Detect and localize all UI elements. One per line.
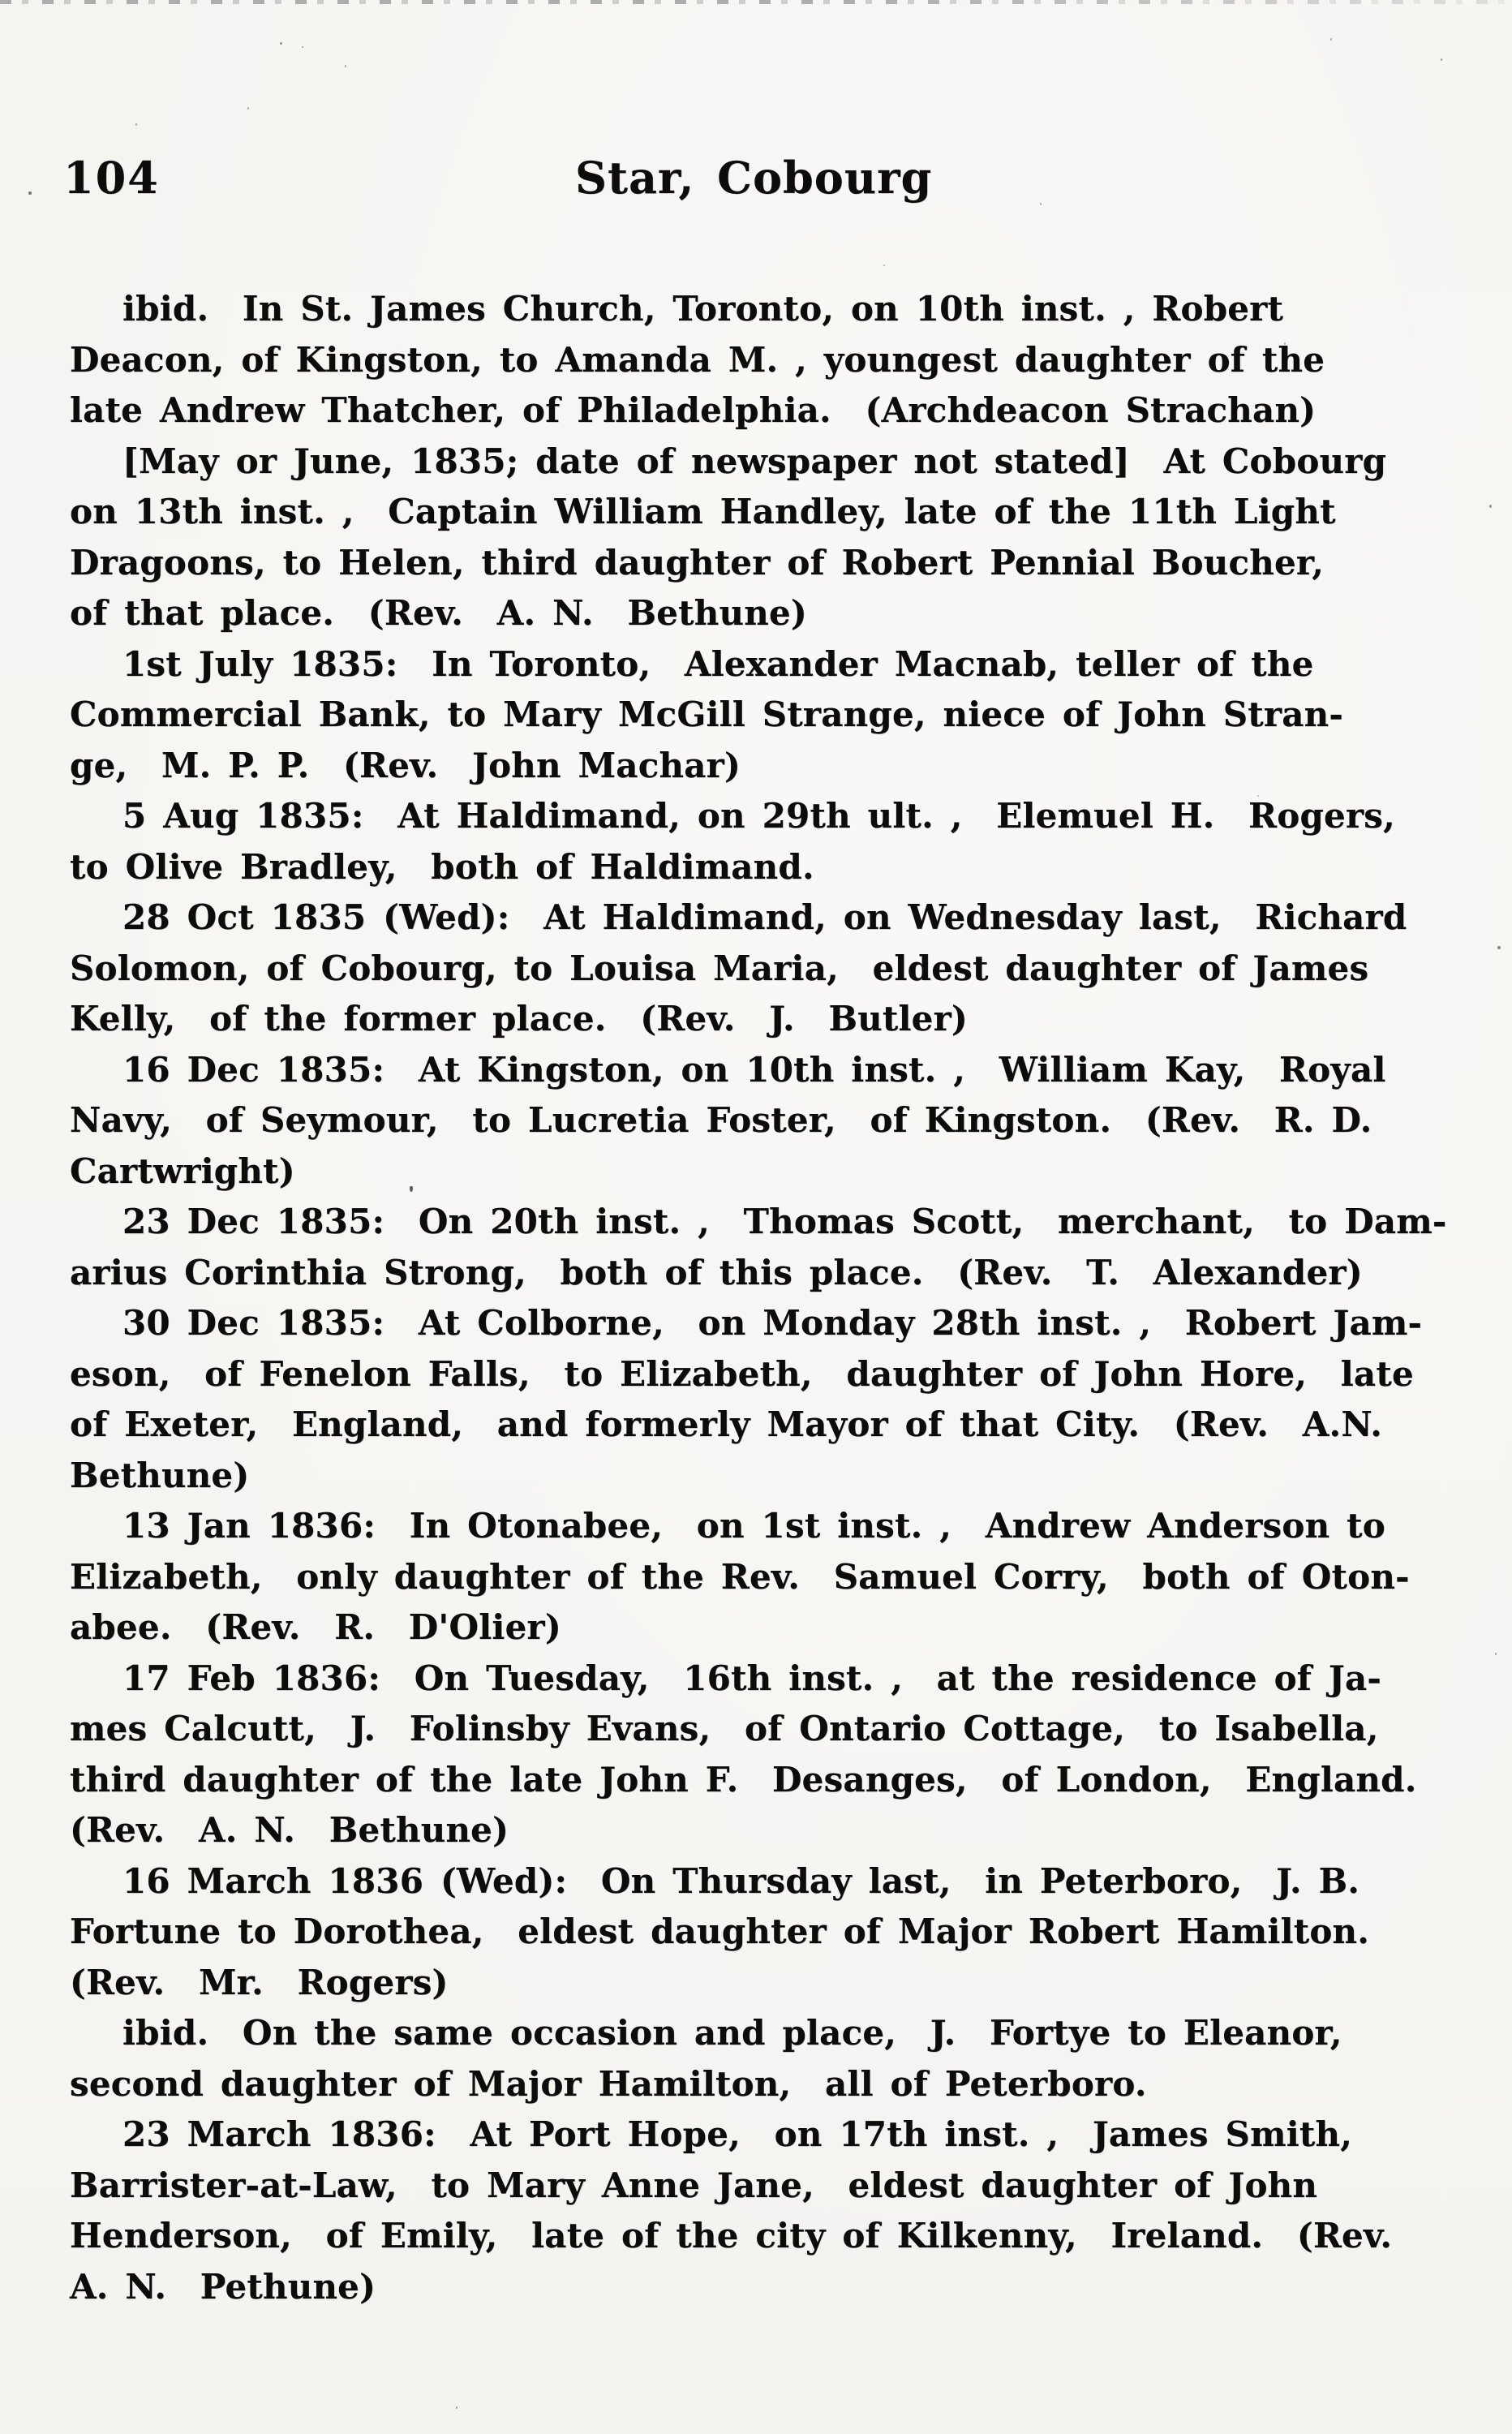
text-line: Commercial Bank, to Mary McGill Strange, niece of John Stran- [70, 695, 1343, 734]
text-line: of that place. (Rev. A. N. Bethune) [70, 593, 807, 633]
scan-speck [1497, 946, 1501, 949]
scan-speck [28, 191, 32, 195]
text-line: 13 Jan 1836: In Otonabee, on 1st inst. , Andrew Anderson to [122, 1506, 1385, 1546]
page-number: 104 [63, 152, 160, 204]
scan-speck [456, 2406, 457, 2409]
scan-artifact-fade [877, 0, 1512, 4]
text-line: 23 Dec 1835: On 20th inst. , Thomas Scott, merchant, to Dam- [122, 1202, 1447, 1241]
text-line: Cartwright) [70, 1150, 295, 1191]
text-line: of Exeter, England, and formerly Mayor of that City. (Rev. A.N. [70, 1404, 1383, 1444]
scan-speck [1284, 342, 1286, 345]
text-line: Solomon, of Cobourg, to Louisa Maria, eldest daughter of James [70, 948, 1369, 988]
text-line: to Olive Bradley, both of Haldimand. [70, 846, 814, 887]
text-line: on 13th inst. , Captain William Handley, late of the 11th Light [70, 492, 1336, 531]
text-line: arius Corinthia Strong, both of this place. (Rev. T. Alexander) [70, 1252, 1363, 1292]
text-line: Elizabeth, only daughter of the Rev. Samuel Corry, both of Oton- [70, 1556, 1410, 1597]
text-line: 16 March 1836 (Wed): On Thursday last, in Peterboro, J. B. [122, 1860, 1360, 1901]
scan-speck [345, 65, 346, 67]
running-title: Star, Cobourg [575, 152, 933, 204]
text-line: 5 Aug 1835: At Haldimand, on 29th ult. , Elemuel H. Rogers, [122, 796, 1395, 836]
text-line: (Rev. A. N. Bethune) [70, 1810, 509, 1850]
scan-speck [1495, 1653, 1497, 1655]
text-line: third daughter of the late John F. Desanges, of London, England. [70, 1759, 1417, 1800]
text-line: Deacon, of Kingston, to Amanda M. , youngest daughter of the [70, 339, 1325, 380]
text-line: (Rev. Mr. Rogers) [70, 1962, 449, 2002]
text-line: Barrister-at-Law, to Mary Anne Jane, eldest daughter of John [70, 2165, 1318, 2205]
text-line: Fortune to Dorothea, eldest daughter of Major Robert Hamilton. [70, 1912, 1370, 1951]
scan-speck [1489, 505, 1492, 508]
scan-speck [247, 107, 249, 110]
text-line: 30 Dec 1835: At Colborne, on Monday 28th inst. , Robert Jam- [122, 1303, 1423, 1343]
scan-speck [280, 42, 282, 45]
text-line: eson, of Fenelon Falls, to Elizabeth, daughter of John Hore, late [70, 1353, 1414, 1394]
text-line: abee. (Rev. R. D'Olier) [70, 1607, 561, 1647]
scan-speck [302, 46, 303, 48]
text-line: Bethune) [70, 1455, 250, 1495]
text-line: 23 March 1836: At Port Hope, on 17th inst. , James Smith, [122, 2114, 1353, 2154]
text-line: Navy, of Seymour, to Lucretia Foster, of Kingston. (Rev. R. D. [70, 1100, 1372, 1140]
text-line: ibid. On the same occasion and place, J. Fortye to Eleanor, [122, 2013, 1342, 2053]
text-line: 1st July 1835: In Toronto, Alexander Macnab, teller of the [122, 643, 1314, 684]
text-line: Kelly, of the former place. (Rev. J. Butler) [70, 999, 968, 1039]
scan-speck [1330, 38, 1332, 41]
scan-speck [1257, 795, 1259, 797]
text-line: ibid. In St. James Church, Toronto, on 10th inst. , Robert [122, 289, 1284, 329]
text-line: Dragoons, to Helen, third daughter of Robert Pennial Boucher, [70, 542, 1325, 583]
text-line: 28 Oct 1835 (Wed): At Haldimand, on Wednesday last, Richard [122, 897, 1407, 937]
text-line: mes Calcutt, J. Folinsby Evans, of Ontario Cottage, to Isabella, [70, 1709, 1379, 1748]
scan-speck [883, 264, 885, 266]
text-line: second daughter of Major Hamilton, all of Peterboro. [70, 2063, 1147, 2104]
text-line: ge, M. P. P. (Rev. John Machar) [70, 745, 741, 785]
scan-speck [79, 1284, 80, 1286]
scan-speck [410, 1186, 413, 1192]
scan-speck [1441, 58, 1442, 61]
text-line: [May or June, 1835; date of newspaper not stated] At Cobourg [122, 441, 1387, 481]
scan-speck [135, 123, 137, 126]
text-line: 16 Dec 1835: At Kingston, on 10th inst. , William Kay, Royal [122, 1049, 1386, 1090]
text-block [70, 284, 1447, 2312]
text-line: Henderson, of Emily, late of the city of Kilkenny, Ireland. (Rev. [70, 2216, 1393, 2256]
text-line: A. N. Pethune) [70, 2266, 376, 2307]
text-line: 17 Feb 1836: On Tuesday, 16th inst. , at the residence of Ja- [122, 1658, 1382, 1698]
scan-artifact-dashes [0, 0, 1512, 4]
scan-speck [1040, 203, 1042, 205]
text-line: late Andrew Thatcher, of Philadelphia. (Archdeacon Strachan) [70, 390, 1317, 430]
